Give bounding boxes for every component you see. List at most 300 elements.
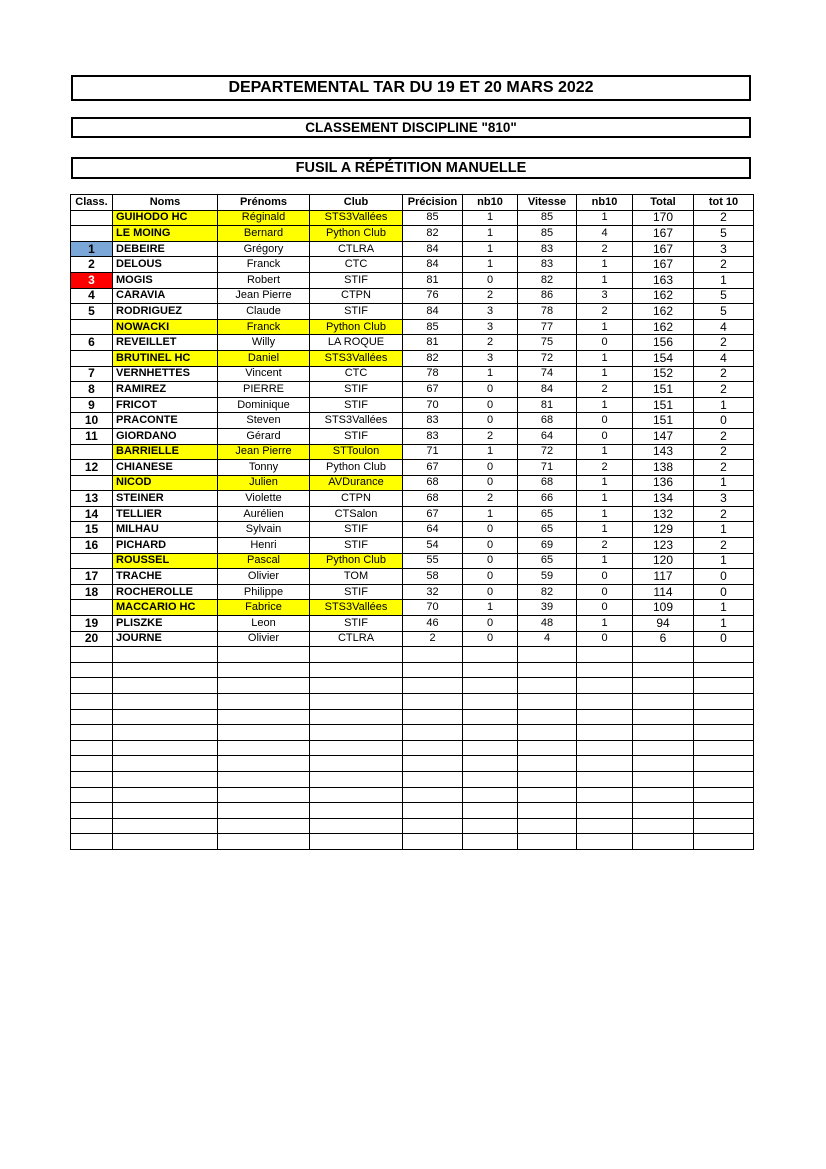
rank-cell: 17	[71, 569, 113, 585]
precision-cell: 68	[403, 491, 463, 507]
rank-cell: 1	[71, 241, 113, 257]
rank-cell: 4	[71, 288, 113, 304]
name-cell: BARRIELLE	[113, 444, 218, 460]
speed-cell: 75	[518, 335, 577, 351]
empty-cell	[633, 740, 694, 756]
total-cell: 154	[633, 350, 694, 366]
empty-cell	[113, 725, 218, 741]
firstname-cell: Robert	[218, 272, 310, 288]
precision-cell: 54	[403, 538, 463, 554]
rank-cell: 20	[71, 631, 113, 647]
firstname-cell: Leon	[218, 616, 310, 632]
empty-cell	[518, 709, 577, 725]
total-cell: 147	[633, 428, 694, 444]
nb10-speed-cell: 2	[577, 304, 633, 320]
rank-cell: 8	[71, 382, 113, 398]
table-row	[71, 522, 754, 538]
nb10-precision-cell: 2	[463, 288, 518, 304]
firstname-cell: Willy	[218, 335, 310, 351]
tot10-cell: 0	[694, 631, 754, 647]
ranking-subtitle: CLASSEMENT DISCIPLINE "810"	[71, 117, 751, 138]
empty-row	[71, 725, 754, 741]
empty-cell	[71, 709, 113, 725]
precision-cell: 67	[403, 460, 463, 476]
club-cell: CTPN	[310, 491, 403, 507]
empty-cell	[463, 694, 518, 710]
nb10-speed-cell: 0	[577, 413, 633, 429]
nb10-speed-cell: 2	[577, 538, 633, 554]
speed-cell: 77	[518, 319, 577, 335]
total-cell: 114	[633, 584, 694, 600]
empty-cell	[218, 647, 310, 663]
empty-cell	[113, 740, 218, 756]
nb10-speed-cell: 1	[577, 506, 633, 522]
total-cell: 134	[633, 491, 694, 507]
table-row	[71, 491, 754, 507]
rank-cell: 11	[71, 428, 113, 444]
club-cell: STToulon	[310, 444, 403, 460]
firstname-cell: Tonny	[218, 460, 310, 476]
rank-cell: 12	[71, 460, 113, 476]
empty-cell	[403, 694, 463, 710]
precision-cell: 84	[403, 304, 463, 320]
speed-cell: 68	[518, 475, 577, 491]
empty-cell	[403, 662, 463, 678]
empty-cell	[463, 678, 518, 694]
empty-cell	[310, 740, 403, 756]
empty-cell	[518, 647, 577, 663]
empty-row	[71, 694, 754, 710]
empty-cell	[218, 771, 310, 787]
total-cell: 162	[633, 304, 694, 320]
empty-cell	[218, 787, 310, 803]
nb10-speed-cell: 0	[577, 600, 633, 616]
empty-cell	[403, 834, 463, 850]
empty-cell	[113, 771, 218, 787]
tot10-cell: 0	[694, 413, 754, 429]
speed-cell: 66	[518, 491, 577, 507]
empty-cell	[694, 771, 754, 787]
nb10-precision-cell: 0	[463, 616, 518, 632]
precision-cell: 85	[403, 319, 463, 335]
precision-cell: 81	[403, 272, 463, 288]
nb10-speed-cell: 4	[577, 226, 633, 242]
empty-cell	[633, 678, 694, 694]
results-table	[70, 194, 754, 850]
nb10-precision-cell: 0	[463, 569, 518, 585]
rank-cell	[71, 350, 113, 366]
rank-cell	[71, 319, 113, 335]
empty-cell	[463, 725, 518, 741]
firstname-cell: Gérard	[218, 428, 310, 444]
speed-cell: 81	[518, 397, 577, 413]
empty-cell	[403, 678, 463, 694]
total-cell: 167	[633, 226, 694, 242]
empty-cell	[463, 756, 518, 772]
firstname-cell: Franck	[218, 319, 310, 335]
club-cell: TOM	[310, 569, 403, 585]
rank-cell	[71, 226, 113, 242]
club-cell: Python Club	[310, 460, 403, 476]
table-row	[71, 600, 754, 616]
nb10-precision-cell: 1	[463, 444, 518, 460]
table-row	[71, 319, 754, 335]
speed-cell: 83	[518, 241, 577, 257]
total-cell: 151	[633, 413, 694, 429]
empty-cell	[310, 709, 403, 725]
precision-cell: 55	[403, 553, 463, 569]
name-cell: STEINER	[113, 491, 218, 507]
club-cell: CTLRA	[310, 241, 403, 257]
club-cell: STIF	[310, 584, 403, 600]
rank-cell: 3	[71, 272, 113, 288]
empty-row	[71, 803, 754, 819]
table-row	[71, 382, 754, 398]
tot10-cell: 5	[694, 226, 754, 242]
header-firstnames: Prénoms	[218, 195, 310, 211]
speed-cell: 84	[518, 382, 577, 398]
firstname-cell: Pascal	[218, 553, 310, 569]
empty-cell	[694, 818, 754, 834]
nb10-speed-cell: 1	[577, 319, 633, 335]
tot10-cell: 2	[694, 444, 754, 460]
nb10-speed-cell: 2	[577, 241, 633, 257]
precision-cell: 67	[403, 382, 463, 398]
precision-cell: 64	[403, 522, 463, 538]
precision-cell: 84	[403, 241, 463, 257]
rank-cell: 6	[71, 335, 113, 351]
nb10-speed-cell: 1	[577, 444, 633, 460]
empty-cell	[694, 756, 754, 772]
club-cell: STIF	[310, 382, 403, 398]
nb10-precision-cell: 3	[463, 304, 518, 320]
empty-cell	[71, 662, 113, 678]
empty-cell	[633, 694, 694, 710]
tot10-cell: 5	[694, 304, 754, 320]
nb10-precision-cell: 1	[463, 506, 518, 522]
empty-cell	[633, 756, 694, 772]
club-cell: STIF	[310, 272, 403, 288]
empty-row	[71, 662, 754, 678]
empty-cell	[518, 725, 577, 741]
empty-cell	[463, 709, 518, 725]
nb10-speed-cell: 0	[577, 631, 633, 647]
table-row	[71, 288, 754, 304]
empty-cell	[218, 756, 310, 772]
empty-cell	[577, 709, 633, 725]
name-cell: MACCARIO HC	[113, 600, 218, 616]
tot10-cell: 4	[694, 319, 754, 335]
rank-cell: 15	[71, 522, 113, 538]
tot10-cell: 1	[694, 522, 754, 538]
name-cell: GUIHODO HC	[113, 210, 218, 226]
tot10-cell: 4	[694, 350, 754, 366]
total-cell: 117	[633, 569, 694, 585]
tot10-cell: 3	[694, 241, 754, 257]
empty-cell	[694, 662, 754, 678]
nb10-precision-cell: 2	[463, 428, 518, 444]
empty-cell	[463, 803, 518, 819]
empty-cell	[463, 818, 518, 834]
nb10-speed-cell: 2	[577, 382, 633, 398]
speed-cell: 85	[518, 210, 577, 226]
firstname-cell: Philippe	[218, 584, 310, 600]
precision-cell: 68	[403, 475, 463, 491]
empty-cell	[518, 818, 577, 834]
name-cell: DEBEIRE	[113, 241, 218, 257]
name-cell: RAMIREZ	[113, 382, 218, 398]
empty-cell	[463, 834, 518, 850]
club-cell: AVDurance	[310, 475, 403, 491]
empty-cell	[633, 834, 694, 850]
nb10-precision-cell: 1	[463, 600, 518, 616]
nb10-precision-cell: 1	[463, 226, 518, 242]
empty-cell	[113, 678, 218, 694]
header-total: Total	[633, 195, 694, 211]
firstname-cell: Réginald	[218, 210, 310, 226]
empty-row	[71, 756, 754, 772]
empty-cell	[633, 787, 694, 803]
club-cell: STS3Vallées	[310, 600, 403, 616]
empty-cell	[463, 771, 518, 787]
empty-cell	[218, 818, 310, 834]
empty-cell	[218, 740, 310, 756]
firstname-cell: Franck	[218, 257, 310, 273]
precision-cell: 70	[403, 600, 463, 616]
name-cell: BRUTINEL HC	[113, 350, 218, 366]
empty-cell	[71, 678, 113, 694]
empty-cell	[71, 771, 113, 787]
empty-cell	[577, 787, 633, 803]
name-cell: VERNHETTES	[113, 366, 218, 382]
nb10-precision-cell: 1	[463, 241, 518, 257]
empty-cell	[633, 803, 694, 819]
table-row	[71, 350, 754, 366]
rank-cell	[71, 553, 113, 569]
firstname-cell: Grégory	[218, 241, 310, 257]
empty-cell	[694, 787, 754, 803]
empty-row	[71, 787, 754, 803]
table-row	[71, 475, 754, 491]
total-cell: 123	[633, 538, 694, 554]
club-cell: STS3Vallées	[310, 350, 403, 366]
header-class: Class.	[71, 195, 113, 211]
table-row	[71, 460, 754, 476]
nb10-precision-cell: 0	[463, 538, 518, 554]
nb10-speed-cell: 1	[577, 257, 633, 273]
header-nb10-precision: nb10	[463, 195, 518, 211]
nb10-precision-cell: 2	[463, 491, 518, 507]
nb10-precision-cell: 0	[463, 631, 518, 647]
firstname-cell: Olivier	[218, 631, 310, 647]
empty-cell	[113, 709, 218, 725]
empty-cell	[218, 803, 310, 819]
empty-cell	[694, 709, 754, 725]
firstname-cell: Sylvain	[218, 522, 310, 538]
speed-cell: 39	[518, 600, 577, 616]
total-cell: 151	[633, 382, 694, 398]
name-cell: RODRIGUEZ	[113, 304, 218, 320]
event-title: DEPARTEMENTAL TAR DU 19 ET 20 MARS 2022	[71, 75, 751, 101]
club-cell: CTPN	[310, 288, 403, 304]
tot10-cell: 1	[694, 475, 754, 491]
firstname-cell: Jean Pierre	[218, 288, 310, 304]
total-cell: 109	[633, 600, 694, 616]
empty-cell	[463, 787, 518, 803]
nb10-precision-cell: 1	[463, 210, 518, 226]
empty-cell	[694, 740, 754, 756]
empty-cell	[463, 740, 518, 756]
precision-cell: 46	[403, 616, 463, 632]
nb10-precision-cell: 0	[463, 475, 518, 491]
empty-cell	[633, 725, 694, 741]
name-cell: MILHAU	[113, 522, 218, 538]
nb10-speed-cell: 1	[577, 475, 633, 491]
precision-cell: 78	[403, 366, 463, 382]
empty-cell	[403, 803, 463, 819]
table-row	[71, 226, 754, 242]
firstname-cell: Dominique	[218, 397, 310, 413]
rank-cell	[71, 475, 113, 491]
table-row	[71, 444, 754, 460]
empty-cell	[694, 803, 754, 819]
name-cell: JOURNE	[113, 631, 218, 647]
empty-cell	[577, 662, 633, 678]
tot10-cell: 2	[694, 460, 754, 476]
empty-cell	[577, 834, 633, 850]
empty-cell	[310, 662, 403, 678]
name-cell: DELOUS	[113, 257, 218, 273]
empty-cell	[310, 803, 403, 819]
table-row	[71, 584, 754, 600]
precision-cell: 67	[403, 506, 463, 522]
empty-cell	[310, 647, 403, 663]
empty-cell	[310, 771, 403, 787]
nb10-speed-cell: 1	[577, 366, 633, 382]
speed-cell: 82	[518, 584, 577, 600]
empty-cell	[218, 678, 310, 694]
empty-cell	[310, 834, 403, 850]
club-cell: CTLRA	[310, 631, 403, 647]
total-cell: 138	[633, 460, 694, 476]
empty-cell	[113, 662, 218, 678]
table-row	[71, 553, 754, 569]
total-cell: 132	[633, 506, 694, 522]
precision-cell: 70	[403, 397, 463, 413]
name-cell: PLISZKE	[113, 616, 218, 632]
nb10-precision-cell: 0	[463, 272, 518, 288]
tot10-cell: 1	[694, 397, 754, 413]
tot10-cell: 1	[694, 616, 754, 632]
table-row	[71, 335, 754, 351]
total-cell: 163	[633, 272, 694, 288]
firstname-cell: Steven	[218, 413, 310, 429]
nb10-speed-cell: 1	[577, 350, 633, 366]
empty-cell	[577, 771, 633, 787]
empty-cell	[518, 756, 577, 772]
header-names: Noms	[113, 195, 218, 211]
speed-cell: 85	[518, 226, 577, 242]
nb10-speed-cell: 2	[577, 460, 633, 476]
tot10-cell: 1	[694, 272, 754, 288]
nb10-precision-cell: 0	[463, 413, 518, 429]
club-cell: STIF	[310, 616, 403, 632]
firstname-cell: Olivier	[218, 569, 310, 585]
tot10-cell: 1	[694, 600, 754, 616]
empty-row	[71, 818, 754, 834]
tot10-cell: 2	[694, 335, 754, 351]
club-cell: CTC	[310, 257, 403, 273]
name-cell: REVEILLET	[113, 335, 218, 351]
table-row	[71, 569, 754, 585]
header-tot10: tot 10	[694, 195, 754, 211]
empty-cell	[218, 725, 310, 741]
speed-cell: 72	[518, 350, 577, 366]
club-cell: STIF	[310, 538, 403, 554]
precision-cell: 82	[403, 226, 463, 242]
total-cell: 167	[633, 241, 694, 257]
tot10-cell: 2	[694, 257, 754, 273]
nb10-speed-cell: 1	[577, 397, 633, 413]
precision-cell: 32	[403, 584, 463, 600]
tot10-cell: 0	[694, 584, 754, 600]
rank-cell: 9	[71, 397, 113, 413]
empty-cell	[71, 756, 113, 772]
speed-cell: 59	[518, 569, 577, 585]
nb10-speed-cell: 3	[577, 288, 633, 304]
empty-cell	[577, 803, 633, 819]
tot10-cell: 1	[694, 553, 754, 569]
speed-cell: 72	[518, 444, 577, 460]
table-header-row	[71, 195, 754, 211]
empty-cell	[71, 694, 113, 710]
speed-cell: 48	[518, 616, 577, 632]
table-row	[71, 397, 754, 413]
tot10-cell: 2	[694, 506, 754, 522]
nb10-precision-cell: 0	[463, 553, 518, 569]
nb10-speed-cell: 1	[577, 210, 633, 226]
table-row	[71, 506, 754, 522]
name-cell: GIORDANO	[113, 428, 218, 444]
club-cell: Python Club	[310, 319, 403, 335]
total-cell: 143	[633, 444, 694, 460]
total-cell: 162	[633, 319, 694, 335]
empty-row	[71, 709, 754, 725]
speed-cell: 74	[518, 366, 577, 382]
rank-cell: 16	[71, 538, 113, 554]
firstname-cell: Vincent	[218, 366, 310, 382]
empty-cell	[113, 803, 218, 819]
rank-cell	[71, 600, 113, 616]
empty-cell	[403, 740, 463, 756]
empty-cell	[71, 740, 113, 756]
empty-cell	[403, 709, 463, 725]
club-cell: LA ROQUE	[310, 335, 403, 351]
empty-cell	[518, 678, 577, 694]
rank-cell: 5	[71, 304, 113, 320]
name-cell: CARAVIA	[113, 288, 218, 304]
speed-cell: 83	[518, 257, 577, 273]
empty-cell	[310, 694, 403, 710]
speed-cell: 65	[518, 506, 577, 522]
name-cell: TRACHE	[113, 569, 218, 585]
nb10-precision-cell: 0	[463, 382, 518, 398]
table-row	[71, 538, 754, 554]
speed-cell: 82	[518, 272, 577, 288]
header-precision: Précision	[403, 195, 463, 211]
empty-cell	[310, 756, 403, 772]
nb10-precision-cell: 3	[463, 350, 518, 366]
